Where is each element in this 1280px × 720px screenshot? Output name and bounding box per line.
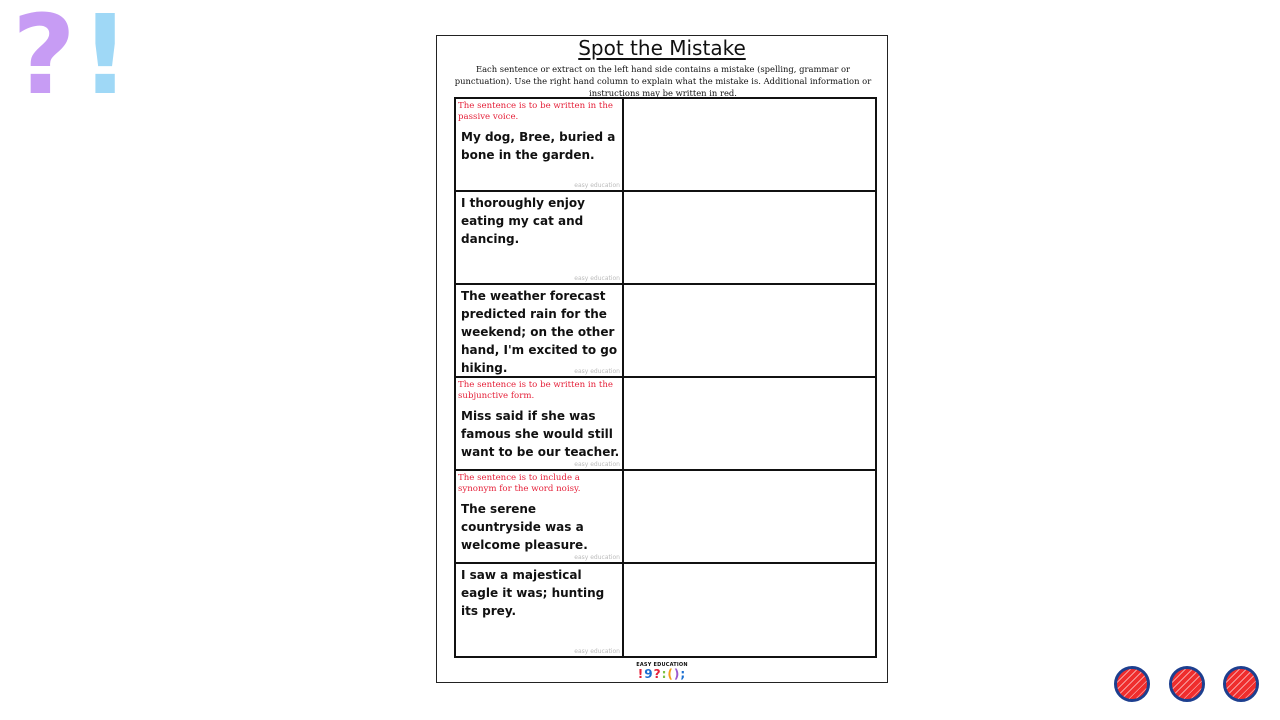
sentence-text: Miss said if she was famous she would still want to be our teacher. [461,409,620,459]
logo-char: ) [673,667,681,681]
worksheet [436,35,888,683]
answer-cell[interactable] [624,285,875,376]
logo-char: ( [667,667,674,681]
table-row [456,564,875,656]
scribble-circle-icon[interactable] [1114,666,1150,702]
answer-cell[interactable] [624,471,875,562]
watermark: easy education [574,275,620,282]
table-row [456,285,875,378]
watermark: easy education [574,461,620,468]
sentence-text: The weather forecast predicted rain for the weekend; on the other hand, I'm excited to go hiking. [461,289,618,375]
worksheet-title: Spot the Mistake [578,36,746,60]
instruction-text: The sentence is to be written in the subjunctive form. [458,380,613,401]
sentence-cell [456,471,624,562]
sentence-text: I saw a majestical eagle it was; hunting its prey. [461,568,605,618]
logo-char: ; [680,667,687,681]
sentence-cell [456,192,624,283]
sentence-cell [456,378,624,469]
logo-char: 9 [644,667,654,681]
scribble-circle-icon[interactable] [1169,666,1205,702]
scribble-circle-icon[interactable] [1223,666,1259,702]
answer-cell[interactable] [624,99,875,190]
answer-cell[interactable] [624,192,875,283]
brand-name: EASY EDUCATION [636,662,688,668]
question-mark-icon: ? [12,0,76,119]
sentence-text: I thoroughly enjoy eating my cat and dancing. [461,196,585,246]
sentence-text: The serene countryside was a welcome pleasure. [461,502,588,552]
sentence-cell [456,99,624,190]
mistake-table [454,97,877,658]
table-row [456,99,875,192]
instruction-text: The sentence is to include a synonym for the word noisy. [458,473,581,494]
sentence-cell [456,285,624,376]
instruction-text: The sentence is to be written in the passive voice. [458,101,613,122]
exclamation-mark-icon: ! [80,0,131,119]
watermark: easy education [574,368,620,375]
watermark: easy education [574,554,620,561]
answer-cell[interactable] [624,564,875,656]
sentence-cell [456,564,624,656]
brand-logo [437,668,887,680]
worksheet-intro: Each sentence or extract on the left hand side contains a mistake (spelling, grammar or punctuation). Use the right hand column to explain what the mistake is. Additional information or instructions may be written in red. [454,64,872,98]
watermark: easy education [574,182,620,189]
table-row [456,378,875,471]
table-row [456,471,875,564]
table-row [456,192,875,285]
watermark: easy education [574,648,620,655]
logo-char: ? [653,667,662,681]
sentence-text: My dog, Bree, buried a bone in the garden. [461,130,616,162]
answer-cell[interactable] [624,378,875,469]
brand-footer [437,662,887,680]
logo-char: : [661,667,668,681]
logo-char: ! [637,667,645,681]
